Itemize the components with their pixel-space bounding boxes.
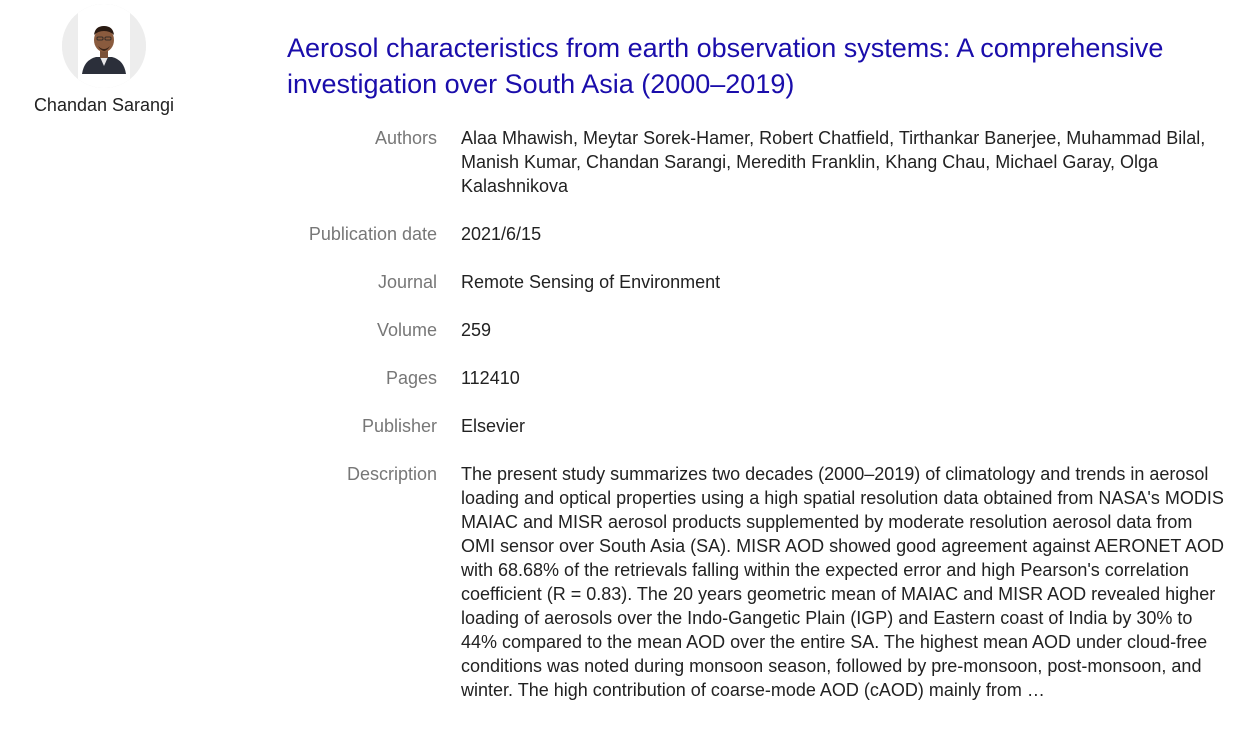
field-value: 2021/6/15 bbox=[461, 224, 542, 244]
field-journal bbox=[0, 270, 1246, 294]
article-fields bbox=[0, 126, 1246, 726]
field-volume bbox=[0, 318, 1246, 342]
field-label: Description bbox=[346, 464, 437, 484]
field-authors bbox=[0, 126, 1246, 198]
field-value: 259 bbox=[461, 320, 492, 340]
article-title-link[interactable]: Aerosol characteristics from earth observation systems: A comprehensive investigation over South Asia (2000–2019) bbox=[287, 33, 1164, 99]
field-description bbox=[0, 462, 1246, 702]
field-value: Alaa Mhawish, Meytar Sorek-Hamer, Robert Chatfield, Tirthankar Banerjee, Muhammad Bilal, Manish Kumar, Chandan Sarangi, Meredith Franklin, Khang Chau, Michael Garay, Olga Kalashnikova bbox=[461, 128, 1206, 196]
field-label: Publication date bbox=[308, 224, 437, 244]
field-label: Authors bbox=[374, 128, 437, 148]
field-label: Journal bbox=[377, 272, 437, 292]
field-label: Publisher bbox=[361, 416, 437, 436]
profile-name-link[interactable]: Chandan Sarangi bbox=[33, 95, 175, 115]
field-value: The present study summarizes two decades (2000–2019) of climatology and trends in aerosol loading and optical properties using a high spatial resolution data obtained from NASA's MODIS MAIAC and MISR aerosol products supplemented by moderate resolution aerosol data from OMI sensor over South Asia (SA). MISR AOD showed good agreement against AERONET AOD with 68.68% of the retrievals falling within the expected error and high Pearson's correlation coefficient (R = 0.83). The 20 years geometric mean of MAIAC and MISR AOD revealed higher loading of aerosols over the Indo-Gangetic Plain (IGP) and Eastern coast of India by 30% to 44% compared to the mean AOD over the entire SA. The highest mean AOD under cloud-free conditions was noted during monsoon season, followed by pre-monsoon, post-monsoon, and winter. The high contribution of coarse-mode AOD (cAOD) mainly from … bbox=[461, 464, 1225, 700]
field-pages bbox=[0, 366, 1246, 390]
field-value: Remote Sensing of Environment bbox=[461, 272, 721, 292]
field-label: Volume bbox=[376, 320, 437, 340]
field-value: 112410 bbox=[461, 368, 520, 388]
field-publication-date bbox=[0, 222, 1246, 246]
field-publisher bbox=[0, 414, 1246, 438]
field-label: Pages bbox=[385, 368, 437, 388]
avatar[interactable] bbox=[62, 4, 146, 88]
person-photo-icon bbox=[62, 4, 146, 88]
field-value: Elsevier bbox=[461, 416, 526, 436]
